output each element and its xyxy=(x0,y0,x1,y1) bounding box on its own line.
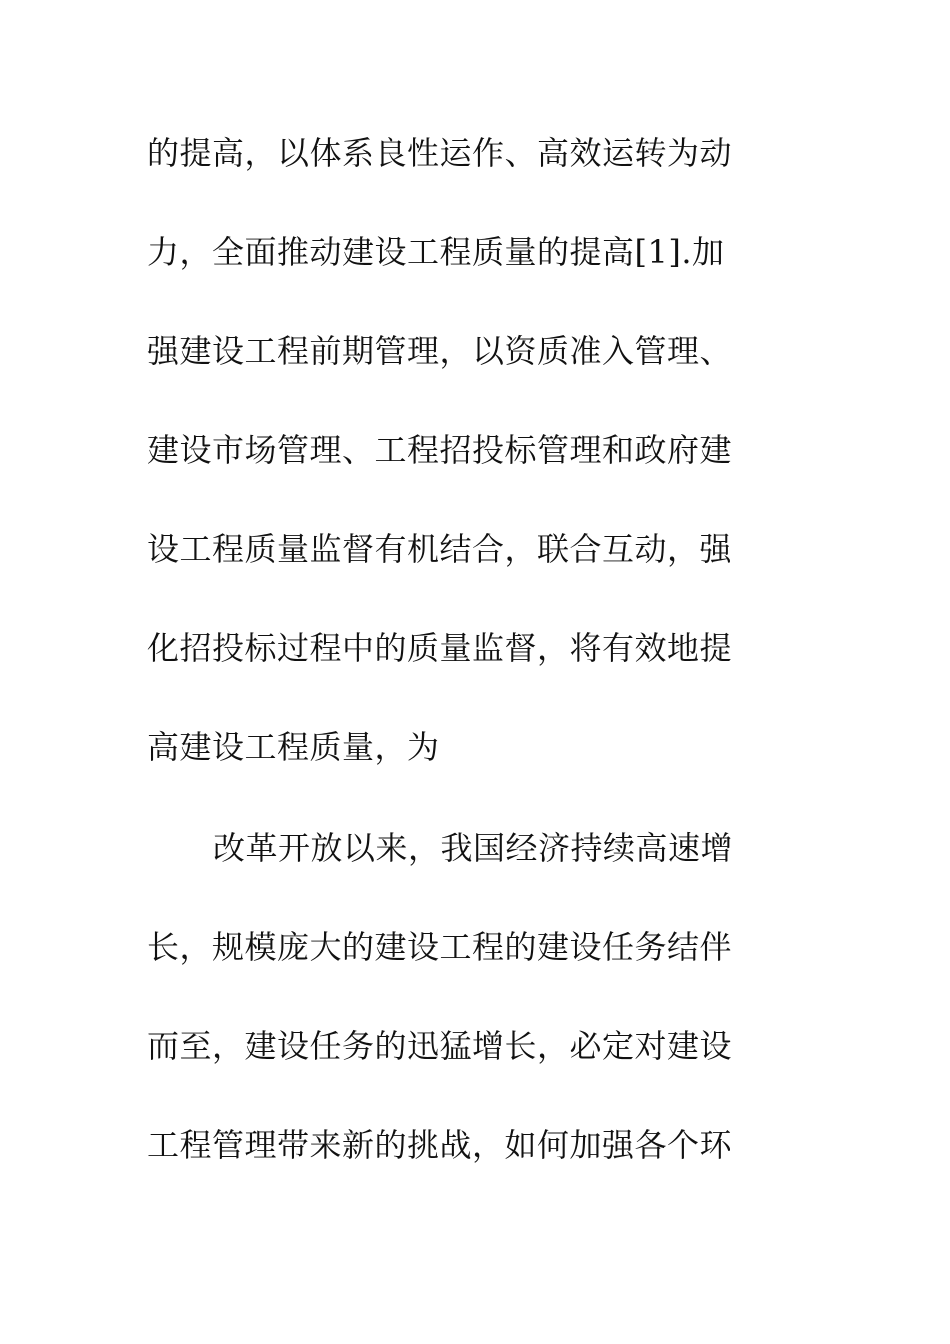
paragraph-start-line: 改革开放以来，我国经济持续高速增 xyxy=(213,829,734,867)
text-line-10: 而至，建设任务的迅猛增长，必定对建设 xyxy=(147,1027,733,1065)
text-line-7: 高建设工程质量，为 xyxy=(147,728,440,766)
text-line-11: 工程管理带来新的挑战，如何加强各个环 xyxy=(147,1126,733,1164)
text-line-9: 长，规模庞大的建设工程的建设任务结伴 xyxy=(147,928,733,966)
text-line-6: 化招投标过程中的质量监督，将有效地提 xyxy=(147,629,733,667)
text-line-4: 建设市场管理、工程招投标管理和政府建 xyxy=(147,431,733,469)
text-line-5: 设工程质量监督有机结合，联合互动，强 xyxy=(147,530,733,568)
text-line-2: 力，全面推动建设工程质量的提高[1].加 xyxy=(147,233,725,271)
text-line-1: 的提高，以体系良性运作、高效运转为动 xyxy=(147,134,733,172)
text-line-3: 强建设工程前期管理，以资质准入管理、 xyxy=(147,332,733,370)
